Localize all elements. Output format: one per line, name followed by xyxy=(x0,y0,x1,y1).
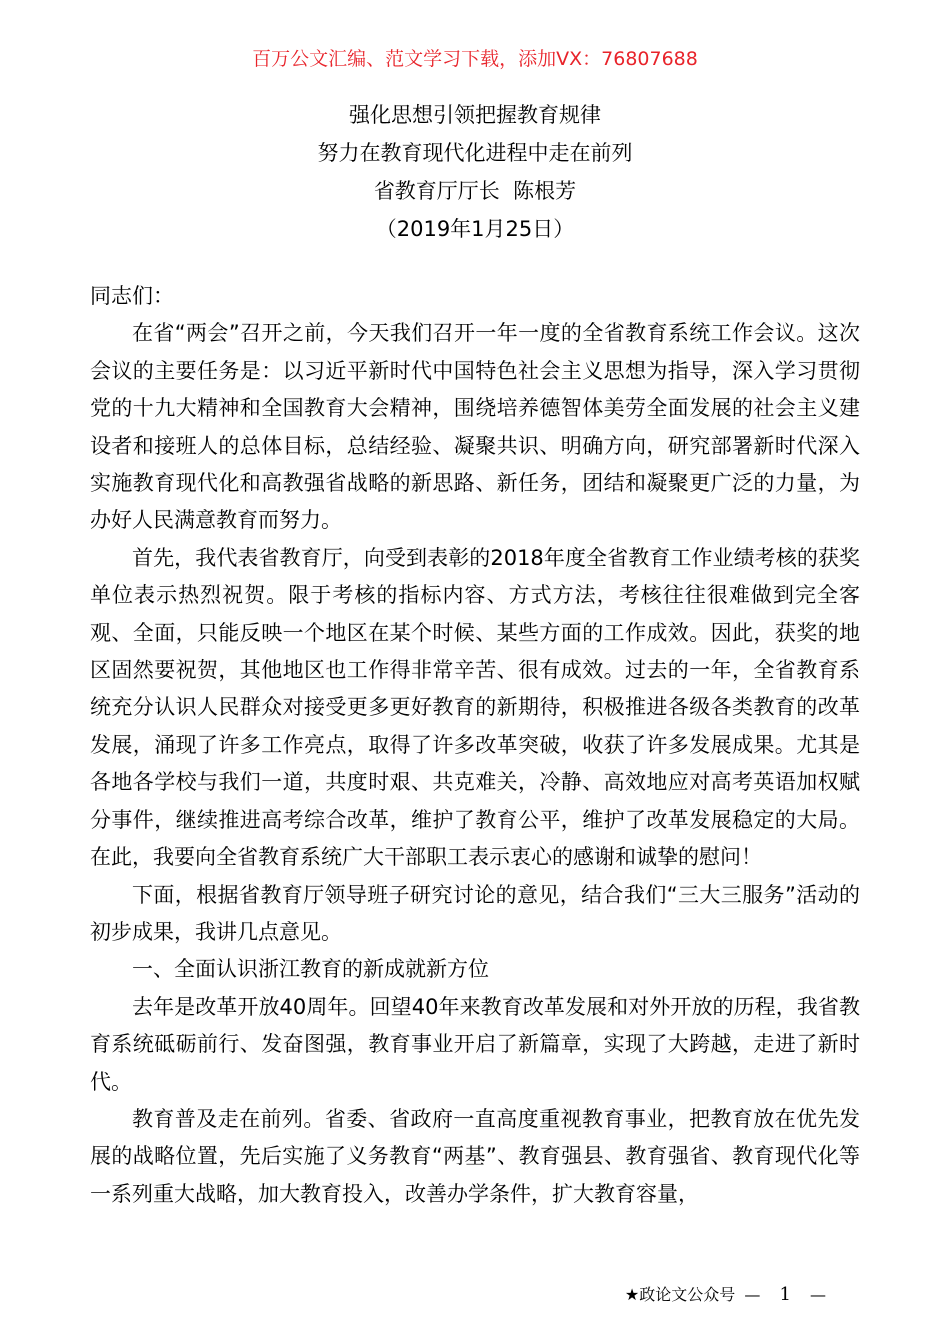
title-line-2: 努力在教育现代化进程中走在前列 xyxy=(317,141,633,165)
page-footer xyxy=(625,1282,830,1305)
paragraph-4: 去年是改革开放40周年。回望40年来教育改革发展和对外开放的历程，我省教育系统砥砺前行、发奋图强，教育事业开启了新篇章，实现了大跨越，走进了新时代。 xyxy=(90,994,860,1094)
author-line: 省教育厅厅长 陈根芳 xyxy=(373,179,577,203)
paragraph-5: 教育普及走在前列。省委、省政府一直高度重视教育事业，把教育放在优先发展的战略位置，先后实施了义务教育“两基”、教育强县、教育强省、教育现代化等一系列重大战略，加大教育投入，改善办学条件，扩大教育容量， xyxy=(90,1106,860,1206)
title-line-1: 强化思想引领把握教育规律 xyxy=(349,103,601,127)
document-body xyxy=(90,278,860,1213)
date-line: （2019年1月25日） xyxy=(375,217,575,241)
footer-dash-left: — xyxy=(744,1285,761,1304)
paragraph-3: 下面，根据省教育厅领导班子研究讨论的意见，结合我们“三大三服务”活动的初步成果，我讲几点意见。 xyxy=(90,882,860,944)
section-heading-1: 一、全面认识浙江教育的新成就新方位 xyxy=(132,957,489,982)
footer-dash-right: — xyxy=(810,1285,826,1304)
paragraph-2: 首先，我代表省教育厅，向受到表彰的2018年度全省教育工作业绩考核的获奖单位表示热烈祝贺。限于考核的指标内容、方式方法，考核往往很难做到完全客观、全面，只能反映一个地区在某个时候、某些方面的工作成效。因此，获奖的地区固然要祝贺，其他地区也工作得非常辛苦、很有成效。过去的一年，全省教育系统充分认识人民群众对接受更多更好教育的新期待，积极推进各级各类教育的改革发展，涌现了许多工作亮点，取得了许多改革突破，收获了许多发展成果。尤其是各地各学校与我们一道，共度时艰、共克难关，冷静、高效地应对高考英语加权赋分事件，继续推进高考综合改革，维护了教育公平，维护了改革发展稳定的大局。在此，我要向全省教育系统广大干部职工表示衷心的感谢和诚挚的慰问！ xyxy=(90,545,860,870)
salutation: 同志们： xyxy=(90,284,174,308)
footer-source: ★政论文公众号 xyxy=(624,1285,736,1304)
page-number: 1 xyxy=(779,1284,791,1305)
watermark-text: 百万公文汇编、范文学习下载，添加VX：76807688 xyxy=(252,48,698,70)
paragraph-1: 在省“两会”召开之前，今天我们召开一年一度的全省教育系统工作会议。这次会议的主要任务是：以习近平新时代中国特色社会主义思想为指导，深入学习贯彻党的十九大精神和全国教育大会精神，围绕培养德智体美劳全面发展的社会主义建设者和接班人的总体目标，总结经验、凝聚共识、明确方向，研究部署新时代深入实施教育现代化和高教强省战略的新思路、新任务，团结和凝聚更广泛的力量，为办好人民满意教育而努力。 xyxy=(90,321,860,533)
title-block xyxy=(0,96,950,248)
